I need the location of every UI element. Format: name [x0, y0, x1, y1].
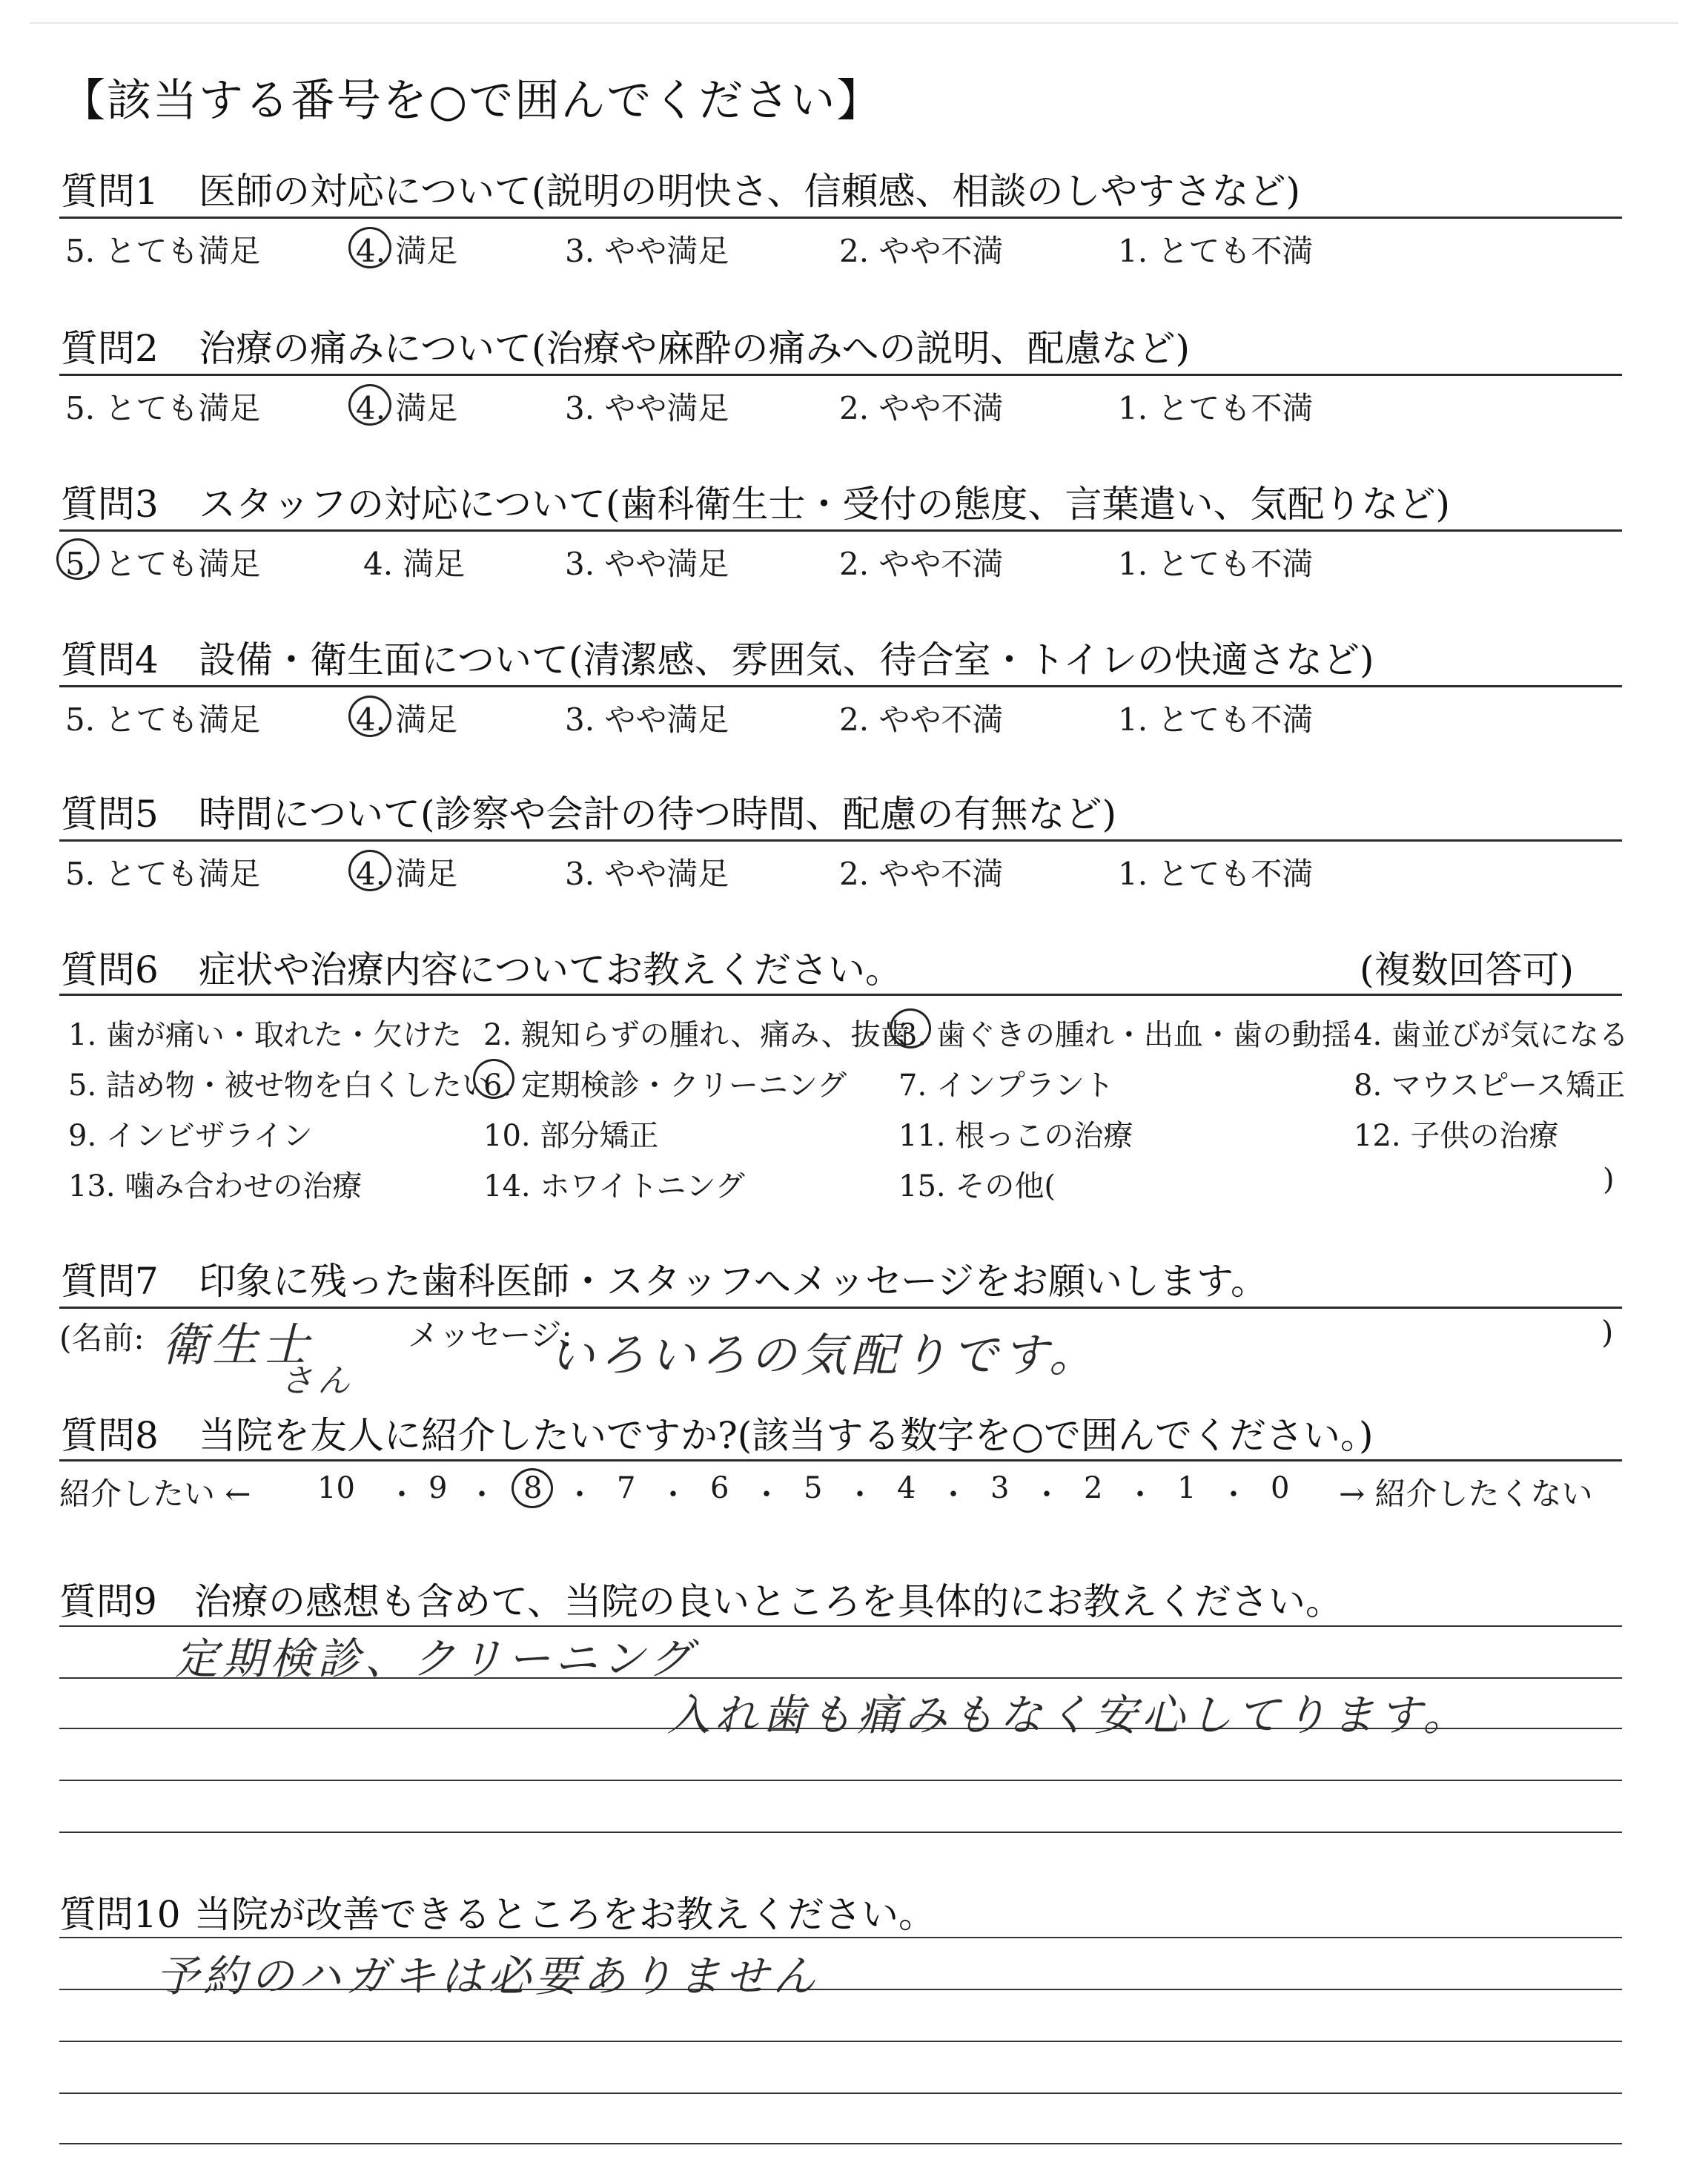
q8-scale-dot: ・: [1219, 1478, 1248, 1512]
q3-option-1[interactable]: 1. とても不満: [1118, 546, 1314, 582]
q6-label: 質問6: [61, 948, 159, 991]
q8-scale-dot: ・: [658, 1478, 688, 1512]
q4-label: 質問4: [61, 638, 159, 681]
q7-close-paren: ): [1601, 1314, 1614, 1350]
q1-label: 質問1: [61, 170, 159, 213]
q1-title: 医師の対応について(説明の明快さ、信頼感、相談のしやすさなど): [199, 170, 1301, 213]
q6-item-6-circle: [473, 1059, 514, 1099]
q3-title: スタッフの対応について(歯科衛生士・受付の態度、言葉遣い、気配りなど): [199, 483, 1451, 526]
q5-label: 質問5: [61, 793, 159, 836]
q8-right-label: → 紹介したくない: [1339, 1476, 1593, 1512]
q8-scale-dot: ・: [467, 1478, 497, 1512]
q7-label: 質問7: [61, 1260, 159, 1303]
q10-answer-line: [59, 2143, 1622, 2144]
q7-name-suffix: さん: [280, 1362, 354, 1400]
q9-title: 治療の感想も含めて、当院の良いところを具体的にお教えください。: [194, 1580, 1343, 1623]
q8-scale-dot: ・: [565, 1478, 595, 1512]
q4-rule: [59, 685, 1622, 687]
q1-option-3[interactable]: 3. やや満足: [565, 233, 729, 269]
q4-option-4[interactable]: 4. 満足: [356, 701, 458, 738]
q6-item-8[interactable]: 8. マウスピース矯正: [1354, 1069, 1626, 1103]
q4-option-2[interactable]: 2. やや不満: [839, 701, 1004, 738]
q8-scale-dot: ・: [752, 1478, 781, 1512]
q8-scale-2[interactable]: 2: [1084, 1471, 1103, 1505]
q3-label: 質問3: [61, 483, 159, 526]
q2-rule: [59, 374, 1622, 376]
q10-answer-line: [59, 1937, 1622, 1938]
q6-title: 症状や治療内容についてお教えください。: [199, 948, 902, 991]
q6-item-11[interactable]: 11. 根っこの治療: [898, 1119, 1133, 1153]
q3-option-4[interactable]: 4. 満足: [363, 546, 466, 582]
q6-item-13[interactable]: 13. 噛み合わせの治療: [68, 1169, 363, 1203]
q6-item-3[interactable]: 3. 歯ぐきの腫れ・出血・歯の動揺: [898, 1018, 1351, 1052]
q5-option-1[interactable]: 1. とても不満: [1118, 856, 1314, 892]
q2-option-1[interactable]: 1. とても不満: [1118, 390, 1314, 426]
q8-scale-dot: ・: [387, 1478, 417, 1512]
q8-label: 質問8: [61, 1414, 159, 1457]
q10-title: 当院が改善できるところをお教えください。: [194, 1893, 936, 1936]
q5-title: 時間について(診察や会計の待つ時間、配慮の有無など): [199, 793, 1117, 836]
q5-option-4[interactable]: 4. 満足: [356, 856, 458, 892]
q7-title: 印象に残った歯科医師・スタッフへメッセージをお願いします。: [199, 1260, 1268, 1303]
q6-item-6[interactable]: 6. 定期検診・クリーニング: [483, 1069, 847, 1103]
q10-answer-line: [59, 2093, 1622, 2094]
q4-option-3[interactable]: 3. やや満足: [565, 701, 729, 738]
q5-option-5[interactable]: 5. とても満足: [65, 856, 261, 892]
q8-scale-dot: ・: [939, 1478, 968, 1512]
q4-title: 設備・衛生面について(清潔感、雰囲気、待合室・トイレの快適さなど): [199, 638, 1374, 681]
q8-scale-dot: ・: [845, 1478, 875, 1512]
q3-selected-circle: [56, 538, 99, 580]
q6-item-4[interactable]: 4. 歯並びが気になる: [1354, 1018, 1629, 1052]
q8-scale-3[interactable]: 3: [990, 1471, 1010, 1505]
q8-scale-dot: ・: [1032, 1478, 1062, 1512]
q3-option-3[interactable]: 3. やや満足: [565, 546, 729, 582]
q9-answer-line-1[interactable]: 定期検診、クリーニング: [175, 1634, 696, 1684]
q8-scale-0[interactable]: 0: [1271, 1471, 1290, 1505]
q7-name-label: (名前:: [59, 1320, 145, 1356]
q6-item-2[interactable]: 2. 親知らずの腫れ、痛み、抜歯: [483, 1018, 910, 1052]
q8-scale-10[interactable]: 10: [317, 1471, 355, 1505]
q5-option-3[interactable]: 3. やや満足: [565, 856, 729, 892]
page-title: 【該当する番号を○で囲んでください】: [61, 75, 883, 127]
q7-name-value[interactable]: 衛生士: [162, 1318, 314, 1372]
q8-scale-9[interactable]: 9: [428, 1471, 448, 1505]
q6-item-5[interactable]: 5. 詰め物・被せ物を白くしたい: [68, 1069, 491, 1103]
q6-item-3-circle: [890, 1008, 931, 1048]
q6-item-7[interactable]: 7. インプラント: [898, 1069, 1114, 1103]
q6-item-15-close-paren: ): [1603, 1163, 1615, 1197]
q7-message-value[interactable]: いろいろの気配りです。: [549, 1328, 1100, 1382]
q1-selected-circle: [348, 227, 391, 268]
q6-item-9[interactable]: 9. インビザライン: [68, 1119, 313, 1153]
q10-answer-line: [59, 2041, 1622, 2042]
q6-item-10[interactable]: 10. 部分矯正: [483, 1119, 659, 1153]
q6-item-1[interactable]: 1. 歯が痛い・取れた・欠けた: [68, 1018, 462, 1052]
q1-option-5[interactable]: 5. とても満足: [65, 233, 261, 269]
q8-left-label: 紹介したい ←: [59, 1476, 251, 1512]
q7-message-label: メッセージ:: [408, 1317, 572, 1353]
q2-selected-circle: [348, 384, 391, 426]
q4-selected-circle: [348, 696, 391, 737]
q1-option-1[interactable]: 1. とても不満: [1118, 233, 1314, 269]
q2-option-4[interactable]: 4. 満足: [356, 390, 458, 426]
q2-option-5[interactable]: 5. とても満足: [65, 390, 261, 426]
q1-option-2[interactable]: 2. やや不満: [839, 233, 1004, 269]
q8-scale-5[interactable]: 5: [804, 1471, 823, 1505]
q9-answer-line: [59, 1780, 1622, 1781]
q8-title: 当院を友人に紹介したいですか?(該当する数字を○で囲んでください。): [199, 1414, 1374, 1457]
q5-option-2[interactable]: 2. やや不満: [839, 856, 1004, 892]
q10-answer-line-1[interactable]: 予約のハガキは必要ありません: [156, 1951, 821, 2001]
q5-selected-circle: [348, 850, 391, 891]
q8-scale-6[interactable]: 6: [710, 1471, 729, 1505]
q10-label: 質問10: [59, 1893, 181, 1936]
q8-scale-4[interactable]: 4: [897, 1471, 916, 1505]
q4-option-1[interactable]: 1. とても不満: [1118, 701, 1314, 738]
q2-title: 治療の痛みについて(治療や麻酔の痛みへの説明、配慮など): [199, 327, 1191, 370]
q3-option-5[interactable]: 5. とても満足: [65, 546, 261, 582]
q6-item-12[interactable]: 12. 子供の治療: [1354, 1119, 1559, 1153]
q6-note: (複数回答可): [1360, 948, 1575, 991]
q6-item-14[interactable]: 14. ホワイトニング: [483, 1169, 745, 1203]
q6-rule: [59, 994, 1622, 996]
q6-item-15[interactable]: 15. その他(: [898, 1169, 1056, 1203]
q8-scale-8[interactable]: 8: [523, 1471, 543, 1505]
top-border: [30, 22, 1678, 24]
q8-rule: [59, 1459, 1622, 1462]
q1-option-4[interactable]: 4. 満足: [356, 233, 458, 269]
q4-option-5[interactable]: 5. とても満足: [65, 701, 261, 738]
q9-label: 質問9: [59, 1580, 157, 1623]
q3-rule: [59, 529, 1622, 532]
q2-label: 質問2: [61, 327, 159, 370]
q2-option-2[interactable]: 2. やや不満: [839, 390, 1004, 426]
q8-selected-circle: [512, 1468, 553, 1508]
q5-rule: [59, 839, 1622, 842]
q1-rule: [59, 217, 1622, 219]
q8-scale-dot: ・: [1125, 1478, 1155, 1512]
q9-answer-line-2[interactable]: 入れ歯も痛みもなく安心してります。: [667, 1690, 1471, 1740]
q3-option-2[interactable]: 2. やや不満: [839, 546, 1004, 582]
q8-scale-7[interactable]: 7: [617, 1471, 636, 1505]
q8-scale-1[interactable]: 1: [1177, 1471, 1196, 1505]
q9-answer-line: [59, 1832, 1622, 1833]
q2-option-3[interactable]: 3. やや満足: [565, 390, 729, 426]
